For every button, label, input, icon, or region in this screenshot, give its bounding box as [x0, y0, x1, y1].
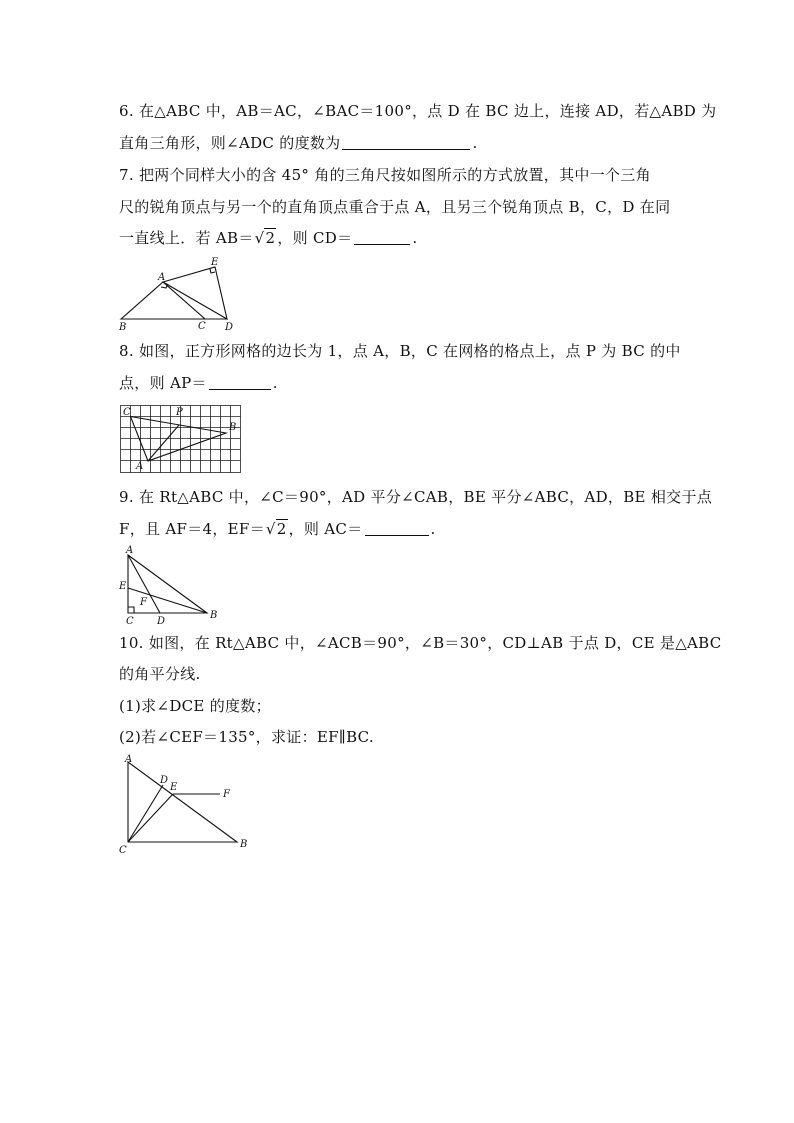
- q9-figure: [115, 545, 225, 627]
- q9-text-2b: ，则 AC＝: [288, 520, 363, 538]
- q6-answer-blank[interactable]: [342, 135, 470, 150]
- q10-label-f: F: [223, 789, 230, 800]
- q10-line-1: [119, 633, 722, 653]
- q9-text-2a: F，且 AF＝4，EF＝: [119, 520, 265, 538]
- q8-figure: [120, 405, 244, 477]
- q9-text-1: 9. 在 Rt△ABC 中，∠C＝90°，AD 平分∠CAB，BE 平分∠ABC，AD，BE 相交于点: [119, 488, 713, 506]
- q10-part-2-text: (2)若∠CEF＝135°，求证：EF∥BC.: [119, 728, 374, 746]
- q10-segment-ce: [128, 794, 173, 842]
- q7-text-2: 尺的锐角顶点与另一个的直角顶点重合于点 A，且另三个锐角顶点 B，C，D 在同: [119, 198, 671, 216]
- q10-label-e: E: [170, 782, 178, 793]
- q9-line-1: [119, 487, 712, 507]
- q7-answer-blank[interactable]: [354, 230, 410, 245]
- q7-sqrt-value: 2: [265, 229, 276, 247]
- q7-right-angle-e: [210, 269, 215, 273]
- q7-label-d: D: [225, 322, 234, 333]
- q8-answer-blank[interactable]: [209, 375, 271, 390]
- q6-line-1: [119, 101, 716, 121]
- q7-label-c: C: [198, 321, 206, 332]
- q7-figure: [115, 255, 245, 335]
- q10-label-b: B: [240, 839, 248, 850]
- q7-line-3: [119, 228, 417, 248]
- q10-figure: [115, 752, 255, 856]
- q7-text-1: 7. 把两个同样大小的含 45° 角的三角尺按如图所示的方式放置，其中一个三角: [119, 166, 651, 184]
- q9-sqrt: √2: [265, 520, 287, 538]
- q10-part-1: [119, 696, 271, 716]
- q9-label-b: B: [210, 610, 218, 621]
- q6-period: .: [472, 134, 478, 152]
- q9-period: .: [430, 520, 436, 538]
- q8-label-c: C: [123, 407, 131, 418]
- q9-label-e: E: [119, 581, 127, 592]
- q10-label-a: A: [125, 754, 133, 765]
- q10-triangle-abc: [128, 762, 237, 842]
- q10-segment-cd: [128, 785, 163, 842]
- q10-text-2: 的角平分线.: [119, 665, 201, 683]
- q8-label-p: P: [176, 407, 183, 418]
- q9-label-f: F: [140, 597, 147, 608]
- q9-label-d: D: [157, 616, 166, 627]
- q9-line-2: [119, 519, 436, 539]
- q8-text-2: 点，则 AP＝: [119, 374, 207, 392]
- q6-text-1: 6. 在△ABC 中，AB＝AC，∠BAC＝100°，点 D 在 BC 边上，连接 AD，若△ABD 为: [119, 102, 717, 120]
- q10-label-d: D: [160, 775, 169, 786]
- q8-text-1: 8. 如图，正方形网格的边长为 1，点 A，B，C 在网格的格点上，点 P 为 BC 的中: [119, 342, 681, 360]
- q10-part-2: [119, 727, 374, 747]
- q6-line-2: [119, 133, 478, 153]
- q7-label-e: E: [211, 257, 219, 268]
- q8-label-a: A: [136, 461, 144, 472]
- q8-line-2: [119, 373, 278, 393]
- q10-label-c: C: [119, 845, 127, 856]
- q6-text-2: 直角三角形，则∠ADC 的度数为: [119, 134, 341, 152]
- q8-period: .: [272, 374, 278, 392]
- q7-triangle-aed: [163, 267, 227, 319]
- q9-label-a: A: [126, 545, 134, 556]
- q7-label-a: A: [158, 272, 166, 283]
- q10-line-2: [119, 664, 201, 684]
- q7-sqrt: √2: [254, 229, 276, 247]
- q7-line-1: [119, 165, 651, 185]
- q7-line-2: [119, 197, 670, 217]
- q8-line-1: [119, 341, 681, 361]
- q9-label-c: C: [126, 616, 134, 627]
- q7-text-3a: 一直线上．若 AB＝: [119, 229, 254, 247]
- q9-sqrt-value: 2: [276, 520, 287, 538]
- q9-answer-blank[interactable]: [365, 521, 429, 536]
- q7-text-3b: ，则 CD＝: [277, 229, 353, 247]
- q9-right-angle-c: [128, 607, 134, 613]
- q10-text-1: 10. 如图，在 Rt△ABC 中，∠ACB＝90°，∠B＝30°，CD⊥AB 于点 D，CE 是△ABC: [119, 634, 722, 652]
- q8-label-b: B: [229, 422, 237, 433]
- q7-label-b: B: [119, 322, 127, 333]
- q7-period: .: [412, 229, 418, 247]
- q10-part-1-text: (1)求∠DCE 的度数；: [119, 697, 271, 715]
